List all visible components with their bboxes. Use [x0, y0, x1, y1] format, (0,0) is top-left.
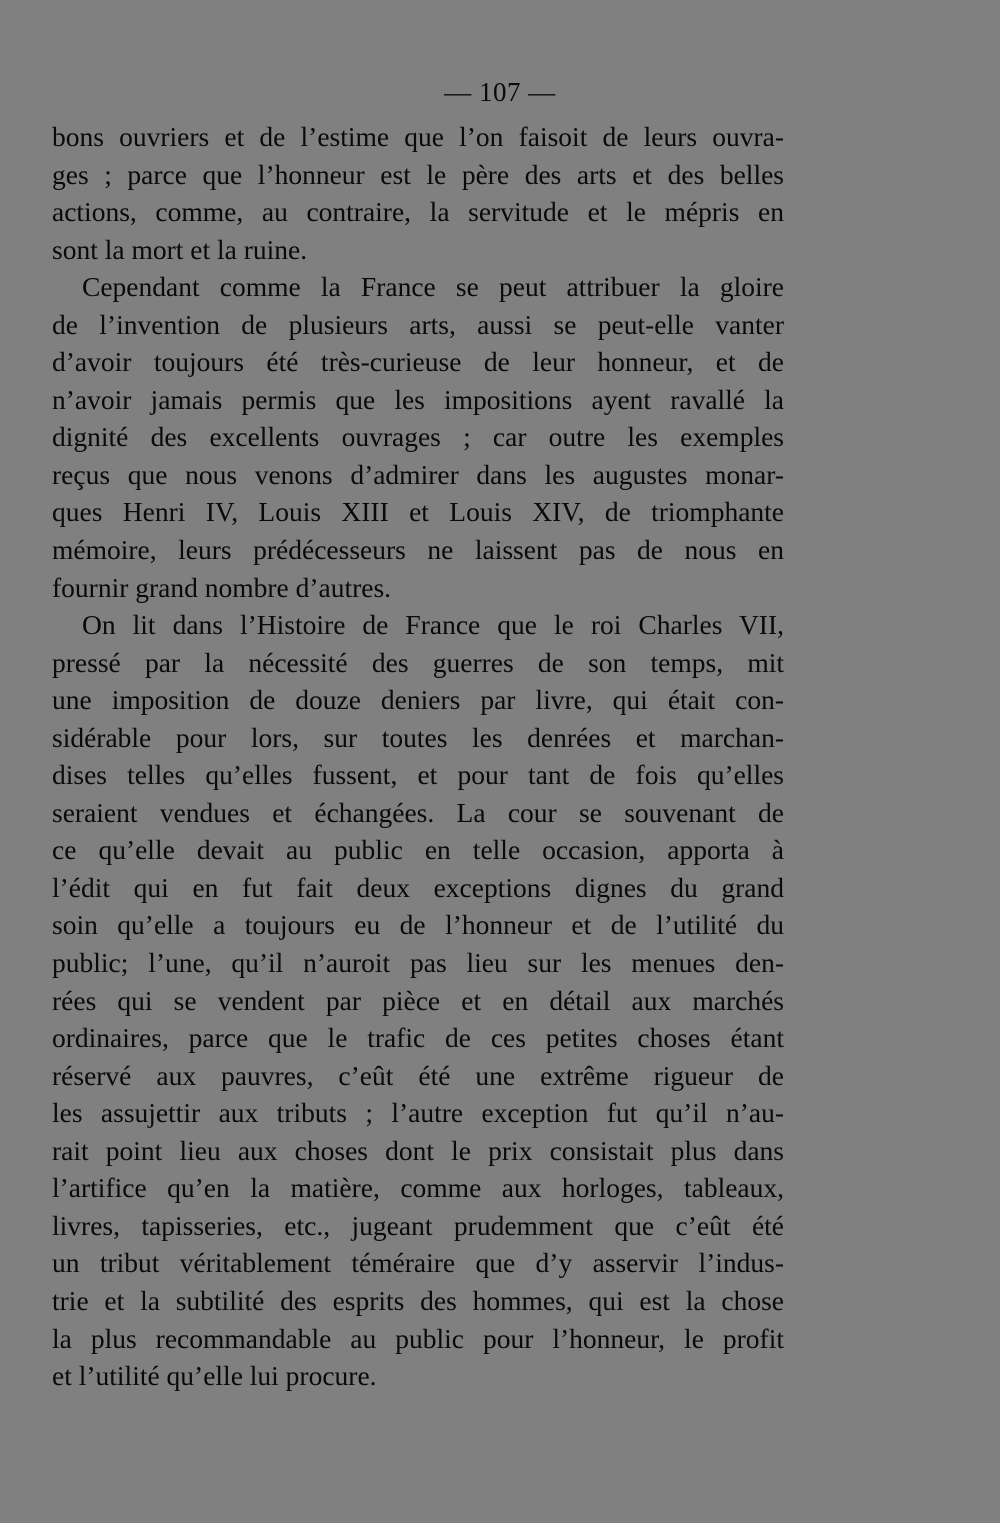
body-text — [52, 118, 784, 1395]
text-line: actions, comme, au contraire, la servitude et le mépris en — [52, 196, 784, 228]
text-line: ce qu’elle devait au public en telle occasion, apporta à — [52, 834, 784, 866]
text-line: seraient vendues et échangées. La cour se souvenant de — [52, 796, 784, 828]
text-line: d’avoir toujours été très-curieuse de leur honneur, et de — [52, 346, 784, 378]
text-line: et l’utilité qu’elle lui procure. — [52, 1360, 377, 1392]
text-line: n’avoir jamais permis que les impositions ayent ravallé la — [52, 383, 784, 415]
text-line: sont la mort et la ruine. — [52, 233, 308, 265]
text-line: l’édit qui en fut fait deux exceptions dignes du grand — [52, 871, 784, 903]
text-line: bons ouvriers et de l’estime que l’on faisoit de leurs ouvra- — [52, 121, 784, 152]
text-line: de l’invention de plusieurs arts, aussi se peut-elle vanter — [52, 308, 784, 340]
page-number: — 107 — — [444, 77, 556, 107]
text-line: les assujettir aux tributs ; l’autre exception fut qu’il n’au- — [52, 1097, 784, 1129]
paragraph-3 — [52, 606, 784, 1394]
text-line: dignité des excellents ouvrages ; car outre les exemples — [52, 421, 784, 453]
paragraph-2 — [52, 268, 784, 606]
text-line: Cependant comme la France se peut attribuer la gloire — [82, 271, 784, 303]
text-line: une imposition de douze deniers par livre, qui était con- — [52, 684, 784, 716]
text-line: reçus que nous venons d’admirer dans les augustes monar- — [52, 458, 784, 490]
text-line: sidérable pour lors, sur toutes les denrées et marchan- — [52, 721, 784, 753]
text-line: trie et la subtilité des esprits des hommes, qui est la chose — [52, 1284, 784, 1316]
text-line: la plus recommandable au public pour l’honneur, le profit — [52, 1322, 784, 1354]
paragraph-1 — [52, 118, 784, 268]
text-line: pressé par la nécessité des guerres de son temps, mit — [52, 646, 784, 678]
text-line: ques Henri IV, Louis XIII et Louis XIV, de triomphante — [52, 496, 784, 528]
text-line: mémoire, leurs prédécesseurs ne laissent pas de nous en — [52, 534, 784, 566]
text-line: dises telles qu’elles fussent, et pour tant de fois qu’elles — [52, 759, 784, 791]
text-line: ordinaires, parce que le trafic de ces petites choses étant — [52, 1022, 784, 1054]
text-line: soin qu’elle a toujours eu de l’honneur et de l’utilité du — [52, 909, 784, 941]
text-line: rées qui se vendent par pièce et en détail aux marchés — [52, 984, 784, 1016]
text-line: rait point lieu aux choses dont le prix consistait plus dans — [52, 1134, 784, 1166]
text-line: fournir grand nombre d’autres. — [52, 571, 392, 603]
text-line: réservé aux pauvres, c’eût été une extrême rigueur de — [52, 1059, 784, 1091]
text-line: On lit dans l’Histoire de France que le roi Charles VII, — [82, 609, 784, 641]
text-line: livres, tapisseries, etc., jugeant prudemment que c’eût été — [52, 1209, 784, 1241]
text-line: un tribut véritablement téméraire que d’y asservir l’indus- — [52, 1247, 784, 1279]
text-line: public; l’une, qu’il n’auroit pas lieu sur les menues den- — [52, 947, 784, 979]
text-line: l’artifice qu’en la matière, comme aux horloges, tableaux, — [52, 1172, 784, 1204]
text-line: ges ; parce que l’honneur est le père des arts et des belles — [52, 158, 784, 190]
